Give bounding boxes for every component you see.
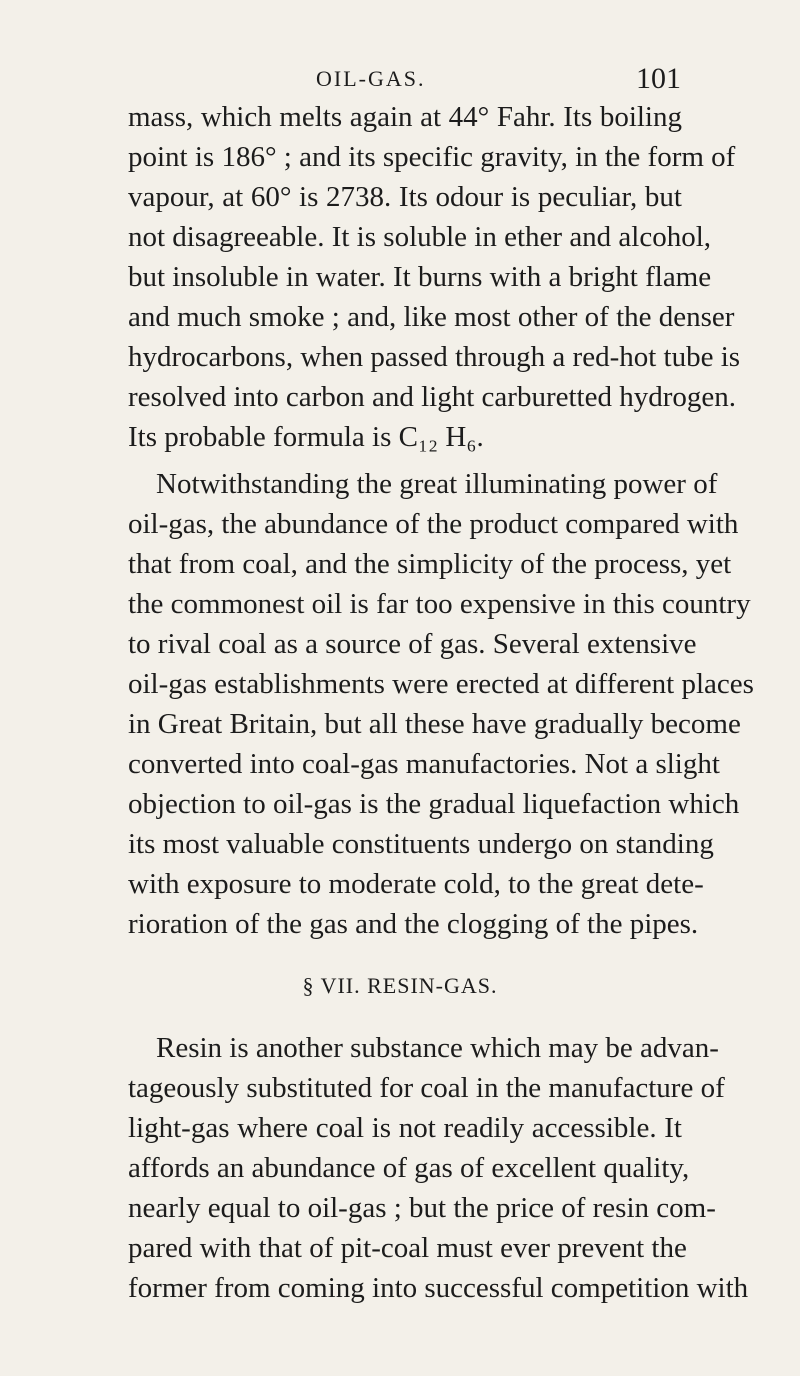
text-line: nearly equal to oil-gas ; but the price of resin com-	[128, 1192, 716, 1224]
text-line: rioration of the gas and the clogging of the pipes.	[128, 908, 699, 940]
text-line: converted into coal-gas manufactories. Not a slight	[128, 748, 720, 780]
text-line: oil-gas, the abundance of the product compared with	[128, 508, 739, 540]
text-line: the commonest oil is far too expensive in this country	[128, 588, 751, 620]
text-line: point is 186° ; and its specific gravity, in the form of	[128, 141, 736, 173]
section-heading: § VII. RESIN-GAS.	[302, 973, 498, 998]
text-line: its most valuable constituents undergo on standing	[128, 828, 714, 860]
running-title: OIL-GAS.	[316, 66, 426, 91]
text-line: resolved into carbon and light carburetted hydrogen.	[128, 381, 736, 413]
text-line: mass, which melts again at 44° Fahr. Its boiling	[128, 101, 682, 133]
text-line: but insoluble in water. It burns with a bright flame	[128, 261, 712, 293]
text-line: Resin is another substance which may be advan-	[156, 1032, 719, 1064]
text-line: and much smoke ; and, like most other of the denser	[128, 301, 735, 333]
text-line: objection to oil-gas is the gradual liquefaction which	[128, 788, 740, 820]
text-line: light-gas where coal is not readily accessible. It	[128, 1112, 682, 1144]
text-line: pared with that of pit-coal must ever prevent the	[128, 1232, 687, 1264]
text-line: former from coming into successful competition with	[128, 1272, 749, 1304]
text-line: vapour, at 60° is 2738. Its odour is peculiar, but	[128, 181, 682, 213]
text-line: Notwithstanding the great illuminating power of	[156, 468, 718, 500]
text-line: that from coal, and the simplicity of the process, yet	[128, 548, 732, 580]
text-line: to rival coal as a source of gas. Several extensive	[128, 628, 697, 660]
text-line: affords an abundance of gas of excellent quality,	[128, 1152, 690, 1184]
text-line: in Great Britain, but all these have gradually become	[128, 708, 741, 740]
text-line: hydrocarbons, when passed through a red-hot tube is	[128, 341, 741, 373]
text-line: Its probable formula is C₁₂ H₆.	[128, 421, 484, 453]
text-line: not disagreeable. It is soluble in ether and alcohol,	[128, 221, 712, 253]
text-line: tageously substituted for coal in the manufacture of	[128, 1072, 725, 1104]
text-line: oil-gas establishments were erected at different places	[128, 668, 754, 700]
running-head	[0, 62, 800, 98]
page-number: 101	[636, 62, 681, 95]
text-line: with exposure to moderate cold, to the great dete-	[128, 868, 704, 900]
